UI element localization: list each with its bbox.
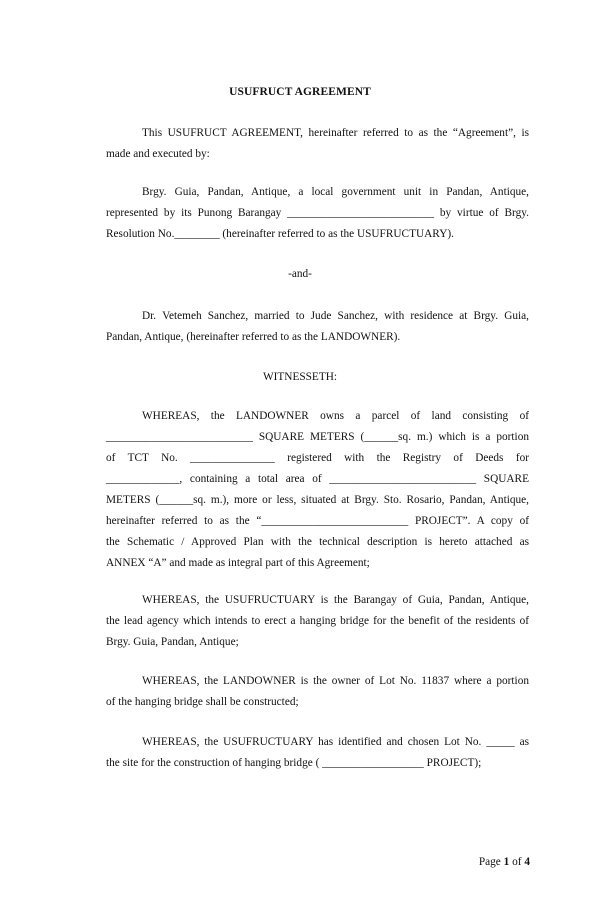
whereas1-line-1: WHEREAS, the LANDOWNER owns a parcel of land consisting of [142, 410, 529, 422]
and-separator: -and- [288, 268, 312, 280]
whereas3-line-2: of the hanging bridge shall be constructed; [106, 696, 299, 708]
intro-line-2: made and executed by: [106, 148, 210, 160]
party2-line-1: Dr. Vetemeh Sanchez, married to Jude Sanchez, with residence at Brgy. Guia, [142, 310, 529, 322]
whereas4-paragraph [106, 732, 529, 774]
party1-line-3: Resolution No.________ (hereinafter referred to as the USUFRUCTUARY). [106, 228, 454, 240]
party2-line-2: Pandan, Antique, (hereinafter referred to as the LANDOWNER). [106, 331, 401, 343]
whereas1-line-4: _____________, containing a total area of __________________________ SQUARE [106, 473, 529, 485]
whereas2-line-3: Brgy. Guia, Pandan, Antique; [106, 636, 239, 648]
intro-paragraph [106, 123, 529, 165]
page-current: 1 [503, 856, 510, 868]
page-label: Page [478, 856, 501, 868]
whereas3-line-1: WHEREAS, the LANDOWNER is the owner of Lot No. 11837 where a portion [142, 675, 529, 687]
whereas4-line-2: the site for the construction of hanging bridge ( __________________ PROJECT); [106, 757, 482, 769]
intro-line-1: This USUFRUCT AGREEMENT, hereinafter referred to as the “Agreement”, is [142, 127, 529, 139]
document-title: USUFRUCT AGREEMENT [229, 86, 371, 98]
whereas1-line-3: of TCT No. _______________ registered with the Registry of Deeds for [106, 452, 529, 464]
page-of-label: of [512, 856, 522, 868]
whereas1-line-8: ANNEX “A” and made as integral part of this Agreement; [106, 557, 370, 569]
party2-paragraph [106, 306, 529, 348]
whereas1-paragraph [106, 406, 529, 574]
party1-line-1: Brgy. Guia, Pandan, Antique, a local government unit in Pandan, Antique, [142, 186, 529, 198]
whereas2-paragraph [106, 590, 529, 653]
whereas4-line-1: WHEREAS, the USUFRUCTUARY has identified and chosen Lot No. _____ as [142, 736, 529, 748]
witnesseth-heading: WITNESSETH: [262, 371, 338, 383]
whereas1-line-6: hereinafter referred to as the “__________________________ PROJECT”. A copy of [106, 515, 529, 527]
page-number-footer [479, 856, 530, 868]
whereas3-paragraph [106, 671, 529, 713]
page-total: 4 [524, 856, 530, 868]
whereas1-line-5: METERS (______sq. m.), more or less, situated at Brgy. Sto. Rosario, Pandan, Antique, [106, 494, 529, 506]
whereas2-line-1: WHEREAS, the USUFRUCTUARY is the Barangay of Guia, Pandan, Antique, [142, 594, 529, 606]
whereas1-line-7: the Schematic / Approved Plan with the technical description is hereto attached as [106, 536, 529, 548]
party1-paragraph [106, 182, 529, 245]
party1-line-2: represented by its Punong Barangay __________________________ by virtue of Brgy. [106, 207, 529, 219]
whereas2-line-2: the lead agency which intends to erect a hanging bridge for the benefit of the residents of [106, 615, 529, 627]
whereas1-line-2: __________________________ SQUARE METERS (______sq. m.) which is a portion [106, 431, 529, 443]
